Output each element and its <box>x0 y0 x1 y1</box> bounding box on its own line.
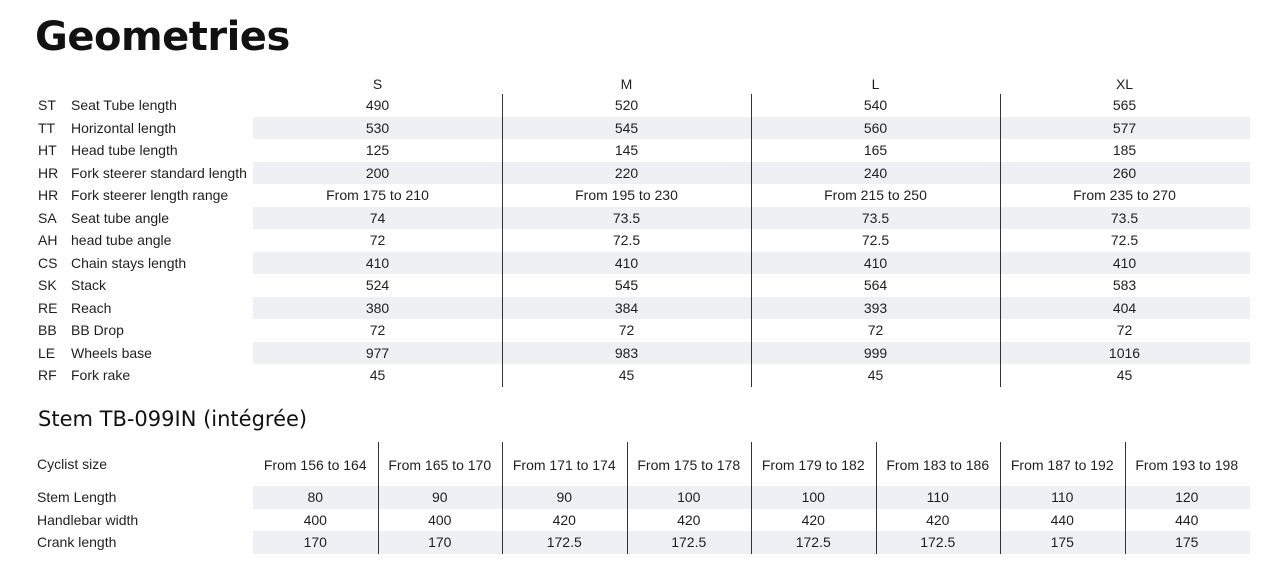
measure-value: 524 <box>365 277 390 293</box>
measure-value: 983 <box>614 344 639 361</box>
measure-value: 404 <box>1112 299 1137 316</box>
measure-value: 200 <box>365 164 390 181</box>
measure-value: From 235 to 270 <box>1073 187 1176 203</box>
component-value: 100 <box>677 489 701 505</box>
measure-label: Seat tube angle <box>71 209 170 226</box>
stem-table-body <box>34 486 1250 554</box>
measure-value: 240 <box>863 164 888 181</box>
component-value: 172.5 <box>920 534 956 550</box>
table-row <box>34 117 1250 140</box>
component-value: 440 <box>1175 511 1199 528</box>
component-value: 420 <box>552 511 576 528</box>
component-value: 110 <box>1051 489 1074 505</box>
measure-value: 583 <box>1112 277 1137 293</box>
table-row <box>34 509 1250 532</box>
measure-code: HR <box>38 164 59 181</box>
size-header-1: M <box>620 76 633 92</box>
measure-value: 220 <box>614 164 639 181</box>
component-value: 420 <box>677 511 701 528</box>
component-value: 110 <box>926 489 949 505</box>
measure-value: 125 <box>365 142 390 158</box>
column-divider <box>1000 94 1001 387</box>
measure-label: Horizontal length <box>71 119 177 136</box>
component-label: Handlebar width <box>37 511 139 528</box>
measure-value: From 195 to 230 <box>575 187 678 203</box>
measure-value: 540 <box>863 97 888 113</box>
measure-value: 260 <box>1112 164 1137 181</box>
cyclist-size-range: From 187 to 192 <box>1010 457 1114 473</box>
column-divider <box>627 442 628 554</box>
component-value: 420 <box>801 511 825 528</box>
component-value: 400 <box>303 511 327 528</box>
measure-code: CS <box>38 254 58 271</box>
component-value: 172.5 <box>546 534 582 550</box>
measure-value: 410 <box>1112 254 1137 271</box>
measure-value: 545 <box>614 277 639 293</box>
measure-label: Reach <box>71 299 112 316</box>
page-title: Geometries <box>35 14 290 60</box>
geometry-header-row <box>34 72 1250 94</box>
component-value: 172.5 <box>671 534 707 550</box>
component-value: 170 <box>428 534 452 550</box>
measure-value: 45 <box>618 367 635 383</box>
measure-code: TT <box>38 119 56 136</box>
column-divider <box>751 94 752 387</box>
size-header-3: XL <box>1115 76 1134 92</box>
measure-value: 72.5 <box>861 232 890 248</box>
table-row <box>34 274 1250 297</box>
column-divider <box>1125 442 1126 554</box>
component-value: 175 <box>1050 534 1074 550</box>
measure-value: 185 <box>1112 142 1137 158</box>
table-row <box>34 162 1250 185</box>
cyclist-size-range: From 193 to 198 <box>1135 457 1239 473</box>
table-row <box>34 342 1250 365</box>
cyclist-size-range: From 171 to 174 <box>512 457 616 473</box>
measure-value: 45 <box>1116 367 1133 383</box>
measure-code: HT <box>38 142 57 158</box>
table-row <box>34 486 1250 509</box>
measure-value: From 175 to 210 <box>326 187 429 203</box>
measure-code: ST <box>38 97 56 113</box>
measure-label: BB Drop <box>71 322 124 338</box>
cyclist-size-range: From 165 to 170 <box>388 457 492 473</box>
table-row <box>34 184 1250 207</box>
measure-code: AH <box>38 232 58 248</box>
component-value: 120 <box>1175 489 1199 505</box>
component-value: 175 <box>1175 534 1199 550</box>
component-label: Crank length <box>37 534 117 550</box>
cyclist-size-range: From 183 to 186 <box>886 457 990 473</box>
size-header-2: L <box>871 76 880 92</box>
measure-value: 977 <box>365 344 390 361</box>
measure-code: RE <box>38 299 58 316</box>
stem-table-title: Stem TB-099IN (intégrée) <box>38 407 308 431</box>
measure-code: LE <box>38 344 56 361</box>
measure-code: SK <box>38 277 57 293</box>
measure-value: 72 <box>1116 322 1133 338</box>
measure-value: From 215 to 250 <box>824 187 927 203</box>
cyclist-size-range: From 175 to 178 <box>637 457 741 473</box>
component-value: 80 <box>307 489 324 505</box>
measure-value: 393 <box>863 299 888 316</box>
column-divider <box>502 442 503 554</box>
column-divider <box>378 442 379 554</box>
measure-value: 145 <box>614 142 639 158</box>
measure-value: 410 <box>863 254 888 271</box>
measure-value: 45 <box>369 367 386 383</box>
measure-value: 520 <box>614 97 639 113</box>
size-header-0: S <box>372 76 383 92</box>
geometry-table <box>34 72 1250 387</box>
measure-value: 384 <box>614 299 639 316</box>
table-row <box>34 139 1250 162</box>
geometry-table-body <box>34 94 1250 387</box>
measure-code: SA <box>38 209 57 226</box>
measure-value: 380 <box>365 299 390 316</box>
measure-label: Chain stays length <box>71 254 187 271</box>
measure-value: 1016 <box>1108 344 1141 361</box>
table-row <box>34 207 1250 230</box>
measure-value: 564 <box>863 277 888 293</box>
measure-value: 577 <box>1112 119 1137 136</box>
component-value: 90 <box>556 489 573 505</box>
cyclist-size-label: Cyclist size <box>37 456 108 472</box>
measure-label: Wheels base <box>71 344 152 361</box>
table-row <box>34 94 1250 117</box>
table-row <box>34 319 1250 342</box>
measure-label: head tube angle <box>71 232 172 248</box>
measure-value: 72 <box>618 322 635 338</box>
column-divider <box>502 94 503 387</box>
stem-table <box>34 442 1250 554</box>
column-divider <box>876 442 877 554</box>
measure-label: Fork steerer standard length <box>71 164 247 181</box>
cyclist-size-range: From 179 to 182 <box>761 457 865 473</box>
component-value: 400 <box>428 511 452 528</box>
measure-value: 72.5 <box>612 232 641 248</box>
stem-header-row <box>34 442 1250 486</box>
column-divider <box>751 442 752 554</box>
component-value: 170 <box>303 534 327 550</box>
measure-label: Fork steerer length range <box>71 187 229 203</box>
measure-label: Seat Tube length <box>71 97 177 113</box>
measure-value: 72 <box>369 322 386 338</box>
column-divider <box>1000 442 1001 554</box>
measure-value: 410 <box>365 254 390 271</box>
measure-value: 410 <box>614 254 639 271</box>
measure-value: 545 <box>614 119 639 136</box>
measure-value: 72 <box>369 232 386 248</box>
table-row <box>34 364 1250 387</box>
table-row <box>34 297 1250 320</box>
measure-value: 72.5 <box>1110 232 1139 248</box>
component-value: 440 <box>1050 511 1074 528</box>
measure-value: 73.5 <box>861 209 890 226</box>
component-value: 172.5 <box>795 534 831 550</box>
component-value: 420 <box>926 511 950 528</box>
measure-value: 530 <box>365 119 390 136</box>
component-label: Stem Length <box>37 489 117 505</box>
cyclist-size-range: From 156 to 164 <box>263 457 367 473</box>
measure-value: 565 <box>1112 97 1137 113</box>
measure-code: BB <box>38 322 57 338</box>
table-row <box>34 531 1250 554</box>
component-value: 100 <box>801 489 825 505</box>
measure-value: 165 <box>863 142 888 158</box>
measure-value: 999 <box>863 344 888 361</box>
measure-label: Head tube length <box>71 142 178 158</box>
measure-code: RF <box>38 367 57 383</box>
table-row <box>34 229 1250 252</box>
measure-value: 73.5 <box>612 209 641 226</box>
measure-value: 560 <box>863 119 888 136</box>
measure-value: 74 <box>369 209 386 226</box>
measure-label: Fork rake <box>71 367 131 383</box>
measure-value: 490 <box>365 97 390 113</box>
measure-code: HR <box>38 187 59 203</box>
measure-value: 45 <box>867 367 884 383</box>
component-value: 90 <box>431 489 448 505</box>
measure-label: Stack <box>71 277 107 293</box>
table-row <box>34 252 1250 275</box>
measure-value: 72 <box>867 322 884 338</box>
measure-value: 73.5 <box>1110 209 1139 226</box>
